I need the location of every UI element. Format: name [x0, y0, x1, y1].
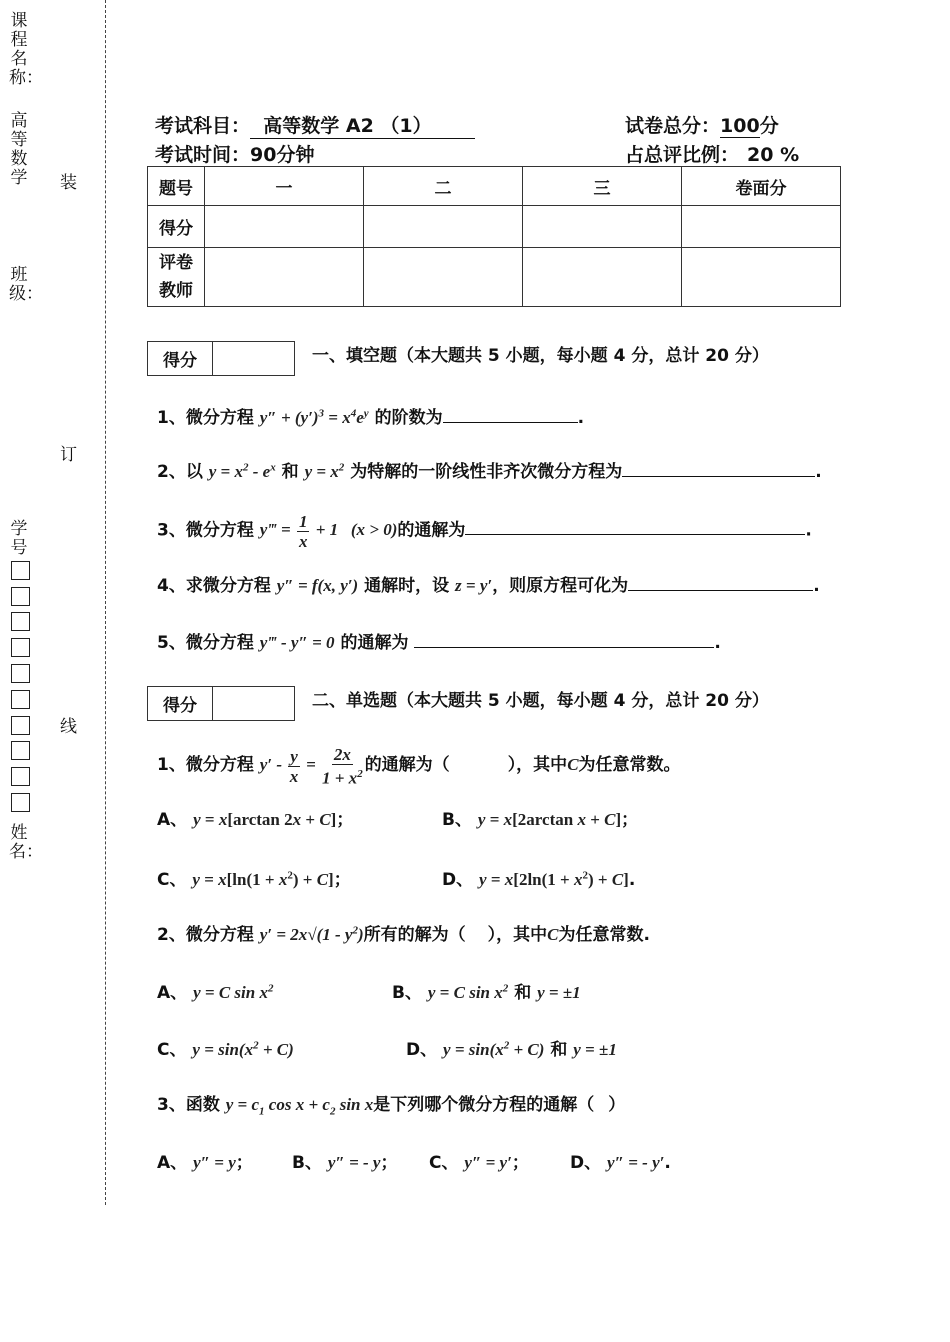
s2q1-option-a[interactable]: A、 y = x[arctan 2x + C]； — [157, 810, 354, 830]
student-no-box[interactable] — [11, 587, 30, 606]
s1q2-mid: 和 — [281, 462, 299, 482]
s2q1-formula: y′ - $\frac{y}{x}$ = $\frac{2x}{1 + x^2}$ — [259, 745, 363, 788]
s1q2-answer-blank[interactable] — [622, 462, 815, 477]
s2-question-2 — [157, 920, 650, 945]
score-cell[interactable] — [682, 206, 841, 248]
exam-ratio-value: 20 % — [739, 144, 799, 167]
s2q2-option-b-formula-2: y = ±1 — [537, 983, 581, 1002]
binding-line — [105, 0, 106, 1205]
s1q3-pre: 3、微分方程 — [157, 520, 254, 541]
s1-question-5: 5、微分方程 y‴ - y″ = 0 的通解为 . — [157, 633, 721, 653]
s2q2-formula: $y' = 2x√(1 - y^2)$ — [259, 924, 364, 944]
s2q3-option-d[interactable]: D、 y″ = - y′. — [570, 1153, 671, 1173]
s1q3-answer-blank[interactable] — [465, 520, 805, 535]
s2q1-option-d-label: D、 — [442, 870, 474, 890]
s2q2-post-a: 所有的解为（ — [363, 925, 466, 945]
score-table-header-row — [148, 167, 841, 206]
score-table-grader-row — [148, 248, 841, 307]
s1q4-answer-blank[interactable] — [628, 576, 813, 591]
binding-mark-zhuang: 装 — [60, 173, 77, 193]
grader-label-line2: 教师 — [159, 281, 193, 301]
section1-score-label: 得分 — [148, 342, 213, 375]
s2-question-1 — [157, 745, 681, 788]
s2q2-pre: 2、微分方程 — [157, 925, 254, 945]
s1q3-post: 的通解为 — [397, 520, 466, 541]
s2q3-option-b-formula: y″ = - y — [327, 1153, 381, 1172]
s1q5-answer-blank[interactable] — [414, 633, 714, 648]
s1q3-formula: y‴ = $\frac{1}{x}$ + 1 (x > 0) — [259, 512, 398, 551]
s2q1-option-a-formula: y = x[arctan 2x + C] — [193, 810, 337, 829]
s2q2-option-d-label: D、 — [406, 1040, 438, 1060]
score-table-score-row — [148, 206, 841, 248]
score-table-header-cell: 题号 — [148, 167, 205, 206]
score-table-header-cell: 三 — [523, 167, 682, 206]
s1-question-1: 1、微分方程 $y'' + (y')^3 = x^4e^y$ 的阶数为 . — [157, 407, 585, 428]
s2q1-post-a: 的通解为（ — [364, 755, 450, 776]
s1q1-pre: 1、微分方程 — [157, 408, 254, 428]
exam-time-unit: 分钟 — [276, 144, 315, 166]
score-table-row-label: 得分 — [148, 206, 205, 248]
s2q3-option-c[interactable]: C、 y″ = y′； — [429, 1153, 529, 1173]
student-no-box[interactable] — [11, 612, 30, 631]
s2q1-option-d[interactable]: D、 $y = x[2\ln(1 + x^2) + C]$. — [442, 869, 636, 890]
score-table-header-cell: 一 — [205, 167, 364, 206]
s1q4-formula-1: y″ = f(x, y′) — [276, 576, 359, 595]
score-cell[interactable] — [205, 206, 364, 248]
s2q2-option-c-label: C、 — [157, 1040, 187, 1060]
grader-cell[interactable] — [205, 248, 364, 307]
s2q2-option-d-formula-2: y = ±1 — [573, 1040, 617, 1059]
s2q2-constant-c: C — [547, 925, 559, 944]
s1-question-4: 4、求微分方程 y″ = f(x, y′) 通解时，设 z = y′，则原方程可化为 . — [157, 576, 820, 596]
exam-time-value: 90 — [250, 144, 277, 166]
s2q2-option-b-label: B、 — [392, 983, 422, 1003]
s1q1-answer-blank[interactable] — [443, 408, 578, 423]
s2q3-option-b-label: B、 — [292, 1153, 322, 1173]
s1q4-mid: 通解时，设 — [364, 576, 450, 596]
student-no-box[interactable] — [11, 561, 30, 580]
s1q5-formula: y‴ - y″ = 0 — [259, 633, 335, 652]
s1q5-pre: 5、微分方程 — [157, 633, 254, 653]
section1-score-box — [147, 341, 295, 376]
s1q1-formula: $y'' + (y')^3 = x^4e^y$ — [259, 407, 369, 427]
s2q2-option-d-and: 和 — [550, 1040, 568, 1060]
s2q2-option-a[interactable] — [157, 978, 273, 1003]
exam-total — [625, 111, 779, 138]
s1q2-formula-2: $y = x^2$ — [304, 461, 345, 481]
s2q3-pre: 3、函数 — [157, 1095, 220, 1115]
student-no-box[interactable] — [11, 767, 30, 786]
s2q2-option-d[interactable] — [406, 1035, 617, 1060]
grader-label-line1: 评卷 — [159, 253, 193, 273]
score-table-header-cell: 卷面分 — [682, 167, 841, 206]
s1q5-post: 的通解为 — [340, 633, 409, 653]
exam-time-label: 考试时间： — [155, 144, 251, 166]
score-table-header-cell: 二 — [364, 167, 523, 206]
s2q1-option-b-formula: y = x[2arctan x + C] — [477, 810, 622, 829]
s2q3-post: 是下列哪个微分方程的通解（ — [373, 1095, 595, 1115]
score-cell[interactable] — [364, 206, 523, 248]
section1-title: 一、填空题（本大题共 5 小题，每小题 4 分，总计 20 分） — [312, 346, 769, 366]
section2-score-box — [147, 686, 295, 721]
s2q2-option-d-formula-1: $y = \sin(x^2 + C)$ — [443, 1039, 545, 1059]
score-table-row-label — [148, 248, 205, 307]
exam-ratio — [625, 140, 799, 167]
s1q4-formula-2: z = y′ — [455, 576, 493, 595]
s2q1-option-c-formula: $y = x[\ln(1 + x^2) + C]$ — [192, 869, 334, 889]
s2q1-option-c-label: C、 — [157, 870, 187, 890]
grader-cell[interactable] — [364, 248, 523, 307]
s2q1-post-b: ），其中 — [507, 755, 568, 776]
s2q3-option-d-label: D、 — [570, 1153, 602, 1173]
student-no-label: 学号 — [10, 519, 28, 558]
binding-mark-xian: 线 — [60, 717, 77, 737]
section1-score-field[interactable] — [213, 342, 294, 375]
exam-time — [155, 140, 314, 167]
exam-total-unit: 分 — [759, 115, 779, 137]
s2q3-option-c-label: C、 — [429, 1153, 459, 1173]
s2q1-post-c: 为任意常数。 — [578, 755, 681, 776]
s1q2-post: 为特解的一阶线性非齐次微分方程为 — [350, 462, 623, 482]
s2q3-option-b[interactable]: B、 y″ = - y； — [292, 1153, 398, 1173]
exam-total-label: 试卷总分： — [625, 115, 721, 137]
s2q2-option-a-formula: y = C $\sin x^2$ — [193, 982, 274, 1002]
s1q4-post: ，则原方程可化为 — [492, 576, 629, 596]
s1q1-post: 的阶数为 — [374, 408, 443, 428]
score-table — [147, 166, 841, 307]
section2-title: 二、单选题（本大题共 5 小题，每小题 4 分，总计 20 分） — [312, 691, 769, 711]
exam-total-value: 100 — [720, 115, 760, 137]
s1q2-pre: 2、以 — [157, 462, 203, 482]
s2q1-option-a-label: A、 — [157, 810, 188, 830]
student-no-box[interactable] — [11, 793, 30, 812]
s2q2-post-b: ），其中 — [487, 925, 548, 945]
s2q1-option-b[interactable]: B、 y = x[2arctan x + C]； — [442, 810, 639, 830]
s2q3-close: ） — [608, 1095, 626, 1115]
s1-question-2: 2、以 $y = x^2 - e^x$ 和 $y = x^2$ 为特解的一阶线性非齐次微分方程为 . — [157, 461, 822, 482]
s2q3-formula: $y = c_1$ $\cos x + c_2$ sin x — [225, 1095, 374, 1118]
section2-score-field[interactable] — [213, 687, 294, 720]
s2q2-option-c-formula: $y = \sin(x^2 + C)$ — [192, 1039, 294, 1059]
student-no-box[interactable] — [11, 690, 30, 709]
s2q1-constant-c: C — [567, 755, 579, 775]
course-name-label: 课程名称： — [9, 11, 43, 88]
grader-cell[interactable] — [682, 248, 841, 307]
student-no-box[interactable] — [11, 638, 30, 657]
s2q1-option-c[interactable]: C、 $y = x[\ln(1 + x^2) + C]$； — [157, 869, 351, 890]
grader-cell[interactable] — [523, 248, 682, 307]
s2q2-post-c: 为任意常数. — [558, 925, 650, 945]
s2q3-option-a-label: A、 — [157, 1153, 188, 1173]
student-no-box[interactable] — [11, 664, 30, 683]
name-label: 姓名： — [9, 823, 43, 862]
exam-subject-value: 高等数学 A2 （1） — [263, 115, 432, 137]
s2q3-option-c-formula: y″ = y′ — [464, 1153, 512, 1172]
s2q1-option-b-label: B、 — [442, 810, 472, 830]
class-label: 班级： — [9, 265, 43, 304]
exam-subject-label: 考试科目： — [155, 115, 251, 137]
s2-question-3 — [157, 1090, 625, 1117]
section2-score-label: 得分 — [148, 687, 213, 720]
s2q3-option-d-formula: y″ = - y′ — [607, 1153, 665, 1172]
exam-subject — [155, 111, 475, 139]
score-cell[interactable] — [523, 206, 682, 248]
s2q2-option-a-label: A、 — [157, 983, 188, 1003]
s2q2-option-b[interactable] — [392, 978, 581, 1003]
student-no-box[interactable] — [11, 741, 30, 760]
s1q4-pre: 4、求微分方程 — [157, 576, 271, 596]
s2q1-option-d-formula: $y = x[2\ln(1 + x^2) + C]$ — [479, 869, 629, 889]
s2q2-option-b-formula-1: y = C $\sin x^2$ — [427, 982, 509, 1002]
binding-mark-ding: 订 — [60, 445, 77, 465]
student-no-box[interactable] — [11, 716, 30, 735]
s1-question-3: 3、微分方程 y‴ = $\frac{1}{x}$ + 1 (x > 0)的通解为 . — [157, 512, 812, 551]
course-name-value: 高等数学 — [10, 111, 28, 188]
s2q2-option-b-and: 和 — [514, 983, 532, 1003]
s2q2-option-c[interactable] — [157, 1035, 294, 1060]
s2q3-option-a[interactable]: A、 y″ = y； — [157, 1153, 253, 1173]
exam-ratio-label: 占总评比例： — [625, 144, 740, 166]
s2q3-option-a-formula: y″ = y — [193, 1153, 236, 1172]
exam-subject-value-underline — [250, 111, 475, 139]
s1q2-formula-1: $y = x^2 - e^x$ — [208, 461, 276, 481]
s2q1-pre: 1、微分方程 — [157, 755, 254, 776]
